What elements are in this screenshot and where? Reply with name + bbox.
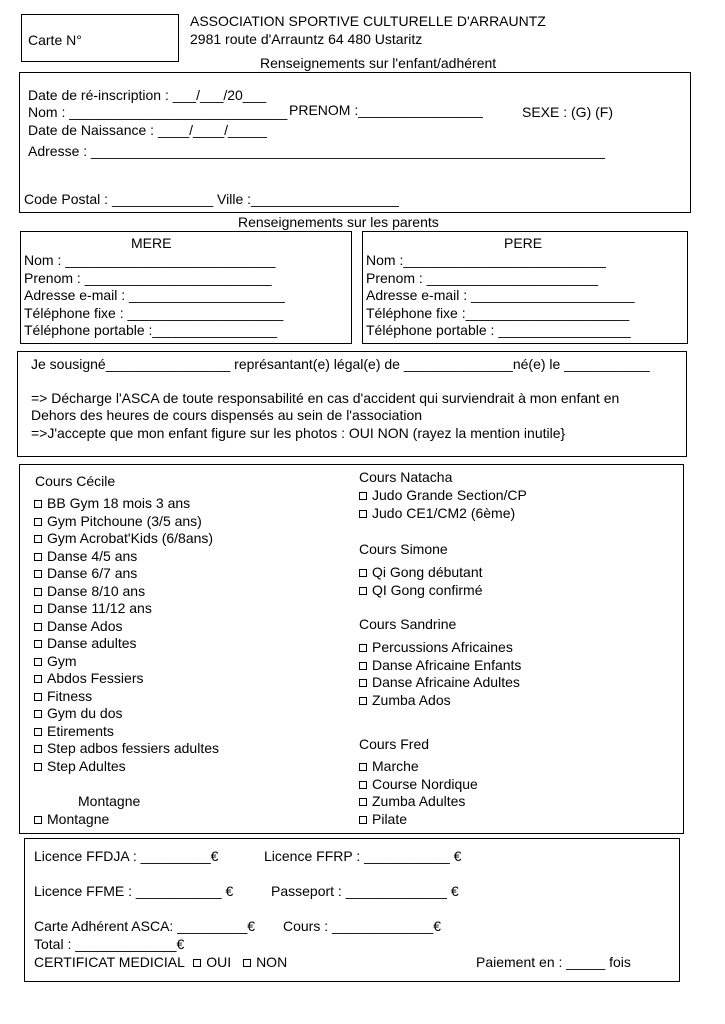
course-item-simone[interactable] xyxy=(359,583,483,597)
declaration-line-4[interactable]: =>J'accepte que mon enfant figure sur les photos : OUI NON (rayez la mention inutile} xyxy=(31,425,566,441)
course-label: Step adbos fessiers adultes xyxy=(47,740,219,756)
mere-tel-fixe-field[interactable]: Téléphone fixe : ____________________ xyxy=(24,305,284,321)
cours-simone-title: Cours Simone xyxy=(359,541,448,557)
course-checkbox[interactable] xyxy=(359,510,367,518)
course-item-montagne[interactable] xyxy=(34,812,109,826)
course-checkbox[interactable] xyxy=(359,816,367,824)
course-item-cecile[interactable] xyxy=(34,636,137,650)
association-name: ASSOCIATION SPORTIVE CULTURELLE D'ARRAUNTZ xyxy=(190,13,546,29)
course-checkbox[interactable] xyxy=(34,500,42,508)
course-label: Judo CE1/CM2 (6ème) xyxy=(372,504,516,521)
course-label: Judo Grande Section/CP xyxy=(372,487,527,503)
licence-ffdja-field[interactable]: Licence FFDJA : _________€ xyxy=(34,848,219,864)
course-item-cecile[interactable] xyxy=(34,741,219,755)
course-label: Gym xyxy=(47,652,77,669)
course-item-cecile[interactable] xyxy=(34,584,145,598)
declaration-line-2: => Décharge l'ASCA de toute responsabilité en cas d'accident qui surviendrait à mon enfant en xyxy=(31,390,620,406)
course-item-cecile[interactable] xyxy=(34,496,190,510)
course-item-fred[interactable] xyxy=(359,759,419,773)
course-item-sandrine[interactable] xyxy=(359,640,513,654)
course-label: Qi Gong débutant xyxy=(372,564,483,580)
course-checkbox[interactable] xyxy=(359,798,367,806)
course-label: Pilate xyxy=(372,810,408,827)
cours-fred-title: Cours Fred xyxy=(359,736,430,752)
course-label: Fitness xyxy=(47,687,93,704)
course-checkbox[interactable] xyxy=(34,745,42,753)
course-checkbox[interactable] xyxy=(34,535,42,543)
mere-title: MERE xyxy=(131,235,172,251)
association-address: 2981 route d'Arrauntz 64 480 Ustaritz xyxy=(190,31,423,47)
course-item-natacha[interactable] xyxy=(359,488,527,502)
course-checkbox[interactable] xyxy=(359,587,367,595)
course-checkbox[interactable] xyxy=(359,492,367,500)
course-item-cecile[interactable] xyxy=(34,689,92,703)
course-checkbox[interactable] xyxy=(359,679,367,687)
course-checkbox[interactable] xyxy=(34,710,42,718)
mere-email-field[interactable]: Adresse e-mail : ____________________ xyxy=(24,287,285,303)
course-checkbox[interactable] xyxy=(34,623,42,631)
declaration-line-3: Dehors des heures de cours dispensés au sein de l'association xyxy=(31,407,423,423)
course-label: Danse 11/12 ans xyxy=(47,600,152,616)
course-label: Danse Ados xyxy=(47,617,123,634)
course-label: Zumba Adultes xyxy=(372,793,466,809)
course-label: Abdos Fessiers xyxy=(47,670,144,686)
cours-price-field[interactable]: Cours : _____________€ xyxy=(283,918,442,934)
licence-ffrp-field[interactable]: Licence FFRP : ___________ € xyxy=(264,848,462,864)
certificat-oui-checkbox[interactable] xyxy=(193,959,201,967)
pere-tel-portable-field[interactable]: Téléphone portable : _________________ xyxy=(366,322,631,338)
course-item-natacha[interactable] xyxy=(359,506,515,520)
course-checkbox[interactable] xyxy=(34,605,42,613)
child-code-postal-field[interactable]: Code Postal : _____________ Ville :___________________ xyxy=(24,191,399,207)
course-checkbox[interactable] xyxy=(34,675,42,683)
course-label: Danse adultes xyxy=(47,635,137,651)
child-nom-field[interactable]: Nom : ____________________________ xyxy=(28,104,288,120)
course-checkbox[interactable] xyxy=(34,640,42,648)
course-item-cecile[interactable] xyxy=(34,549,137,563)
section-child-title: Renseignements sur l'enfant/adhérent xyxy=(260,55,497,71)
child-sexe-field[interactable]: SEXE : (G) (F) xyxy=(522,104,613,120)
certificat-row xyxy=(34,955,287,969)
carte-number-box xyxy=(21,14,179,62)
course-item-cecile[interactable] xyxy=(34,671,143,685)
cours-sandrine-title: Cours Sandrine xyxy=(359,616,457,632)
course-item-cecile[interactable] xyxy=(34,724,114,738)
mere-nom-field[interactable]: Nom : ___________________________ xyxy=(24,252,276,268)
certificat-label: CERTIFICAT MEDICIAL xyxy=(34,954,185,970)
course-checkbox[interactable] xyxy=(34,553,42,561)
child-naissance-field[interactable]: Date de Naissance : ____/____/_____ xyxy=(28,122,267,138)
course-checkbox[interactable] xyxy=(34,570,42,578)
course-item-cecile[interactable] xyxy=(34,531,213,545)
carte-label: Carte N° xyxy=(28,32,82,48)
course-item-cecile[interactable] xyxy=(34,514,202,528)
course-checkbox[interactable] xyxy=(34,728,42,736)
course-checkbox[interactable] xyxy=(34,816,42,824)
montagne-title: Montagne xyxy=(78,793,141,809)
course-checkbox[interactable] xyxy=(34,518,42,526)
course-checkbox[interactable] xyxy=(359,763,367,771)
licence-ffme-field[interactable]: Licence FFME : ___________ € xyxy=(34,883,234,899)
course-checkbox[interactable] xyxy=(359,569,367,577)
passeport-field[interactable]: Passeport : _____________ € xyxy=(271,883,459,899)
child-adresse-field[interactable]: Adresse : __________________________________________________________________ xyxy=(28,143,605,159)
pere-tel-fixe-field[interactable]: Téléphone fixe :_____________________ xyxy=(366,305,630,321)
declaration-line-1[interactable]: Je sousigné________________ représantant(e) légal(e) de ______________né(e) le ___________ xyxy=(31,356,650,372)
cours-natacha-title: Cours Natacha xyxy=(359,469,453,485)
course-checkbox[interactable] xyxy=(34,588,42,596)
course-label: Gym Acrobat'Kids (6/8ans) xyxy=(47,530,214,546)
course-item-cecile[interactable] xyxy=(34,654,77,668)
course-checkbox[interactable] xyxy=(34,693,42,701)
course-item-cecile[interactable] xyxy=(34,601,152,615)
course-label: Danse Africaine Adultes xyxy=(372,674,520,690)
course-label: Step Adultes xyxy=(47,757,126,774)
course-item-fred[interactable] xyxy=(359,812,407,826)
course-label: Gym Pitchoune (3/5 ans) xyxy=(47,512,202,529)
pere-prenom-field[interactable]: Prenom : ______________________ xyxy=(366,270,598,286)
cours-cecile-title: Cours Cécile xyxy=(35,473,116,489)
course-label: Danse 4/5 ans xyxy=(47,547,138,564)
course-label: Course Nordique xyxy=(372,775,478,792)
child-prenom-field[interactable]: PRENOM :________________ xyxy=(289,102,483,118)
course-label: Zumba Ados xyxy=(372,691,451,708)
course-item-cecile[interactable] xyxy=(34,566,137,580)
course-item-cecile[interactable] xyxy=(34,706,122,720)
course-label: QI Gong confirmé xyxy=(372,581,483,598)
section-parents-title: Renseignements sur les parents xyxy=(238,214,439,230)
course-label: Percussions Africaines xyxy=(372,639,513,655)
course-item-fred[interactable] xyxy=(359,794,465,808)
reinscription-field[interactable]: Date de ré-inscription : ___/___/20___ xyxy=(28,87,267,103)
course-label: Danse Africaine Enfants xyxy=(372,656,522,673)
course-label: Danse 8/10 ans xyxy=(47,582,146,599)
certificat-oui-label: OUI xyxy=(206,954,232,970)
pere-nom-field[interactable]: Nom :__________________________ xyxy=(366,252,606,268)
course-checkbox[interactable] xyxy=(34,658,42,666)
total-field[interactable]: Total : _____________€ xyxy=(34,936,185,952)
course-checkbox[interactable] xyxy=(359,781,367,789)
course-label: Marche xyxy=(372,758,419,774)
course-item-cecile[interactable] xyxy=(34,759,126,773)
course-item-sandrine[interactable] xyxy=(359,675,520,689)
course-checkbox[interactable] xyxy=(34,763,42,771)
course-label: BB Gym 18 mois 3 ans xyxy=(47,495,191,511)
paiement-field[interactable]: Paiement en : _____ fois xyxy=(476,954,631,970)
course-label: Danse 6/7 ans xyxy=(47,565,138,581)
carte-asca-field[interactable]: Carte Adhérent ASCA: _________€ xyxy=(34,918,256,934)
mere-prenom-field[interactable]: Prenom : ________________________ xyxy=(24,270,272,286)
certificat-non-label: NON xyxy=(256,954,288,970)
pere-email-field[interactable]: Adresse e-mail : _____________________ xyxy=(366,287,635,303)
pere-title: PERE xyxy=(504,235,543,251)
course-item-cecile[interactable] xyxy=(34,619,123,633)
course-label: Montagne xyxy=(47,811,110,827)
course-item-sandrine[interactable] xyxy=(359,693,451,707)
certificat-non-checkbox[interactable] xyxy=(243,959,251,967)
course-item-fred[interactable] xyxy=(359,777,478,791)
course-label: Etirements xyxy=(47,722,114,739)
course-checkbox[interactable] xyxy=(359,644,367,652)
course-item-simone[interactable] xyxy=(359,565,483,579)
course-label: Gym du dos xyxy=(47,705,123,721)
course-checkbox[interactable] xyxy=(359,662,367,670)
course-checkbox[interactable] xyxy=(359,697,367,705)
mere-tel-portable-field[interactable]: Téléphone portable :________________ xyxy=(24,322,278,338)
course-item-sandrine[interactable] xyxy=(359,658,521,672)
